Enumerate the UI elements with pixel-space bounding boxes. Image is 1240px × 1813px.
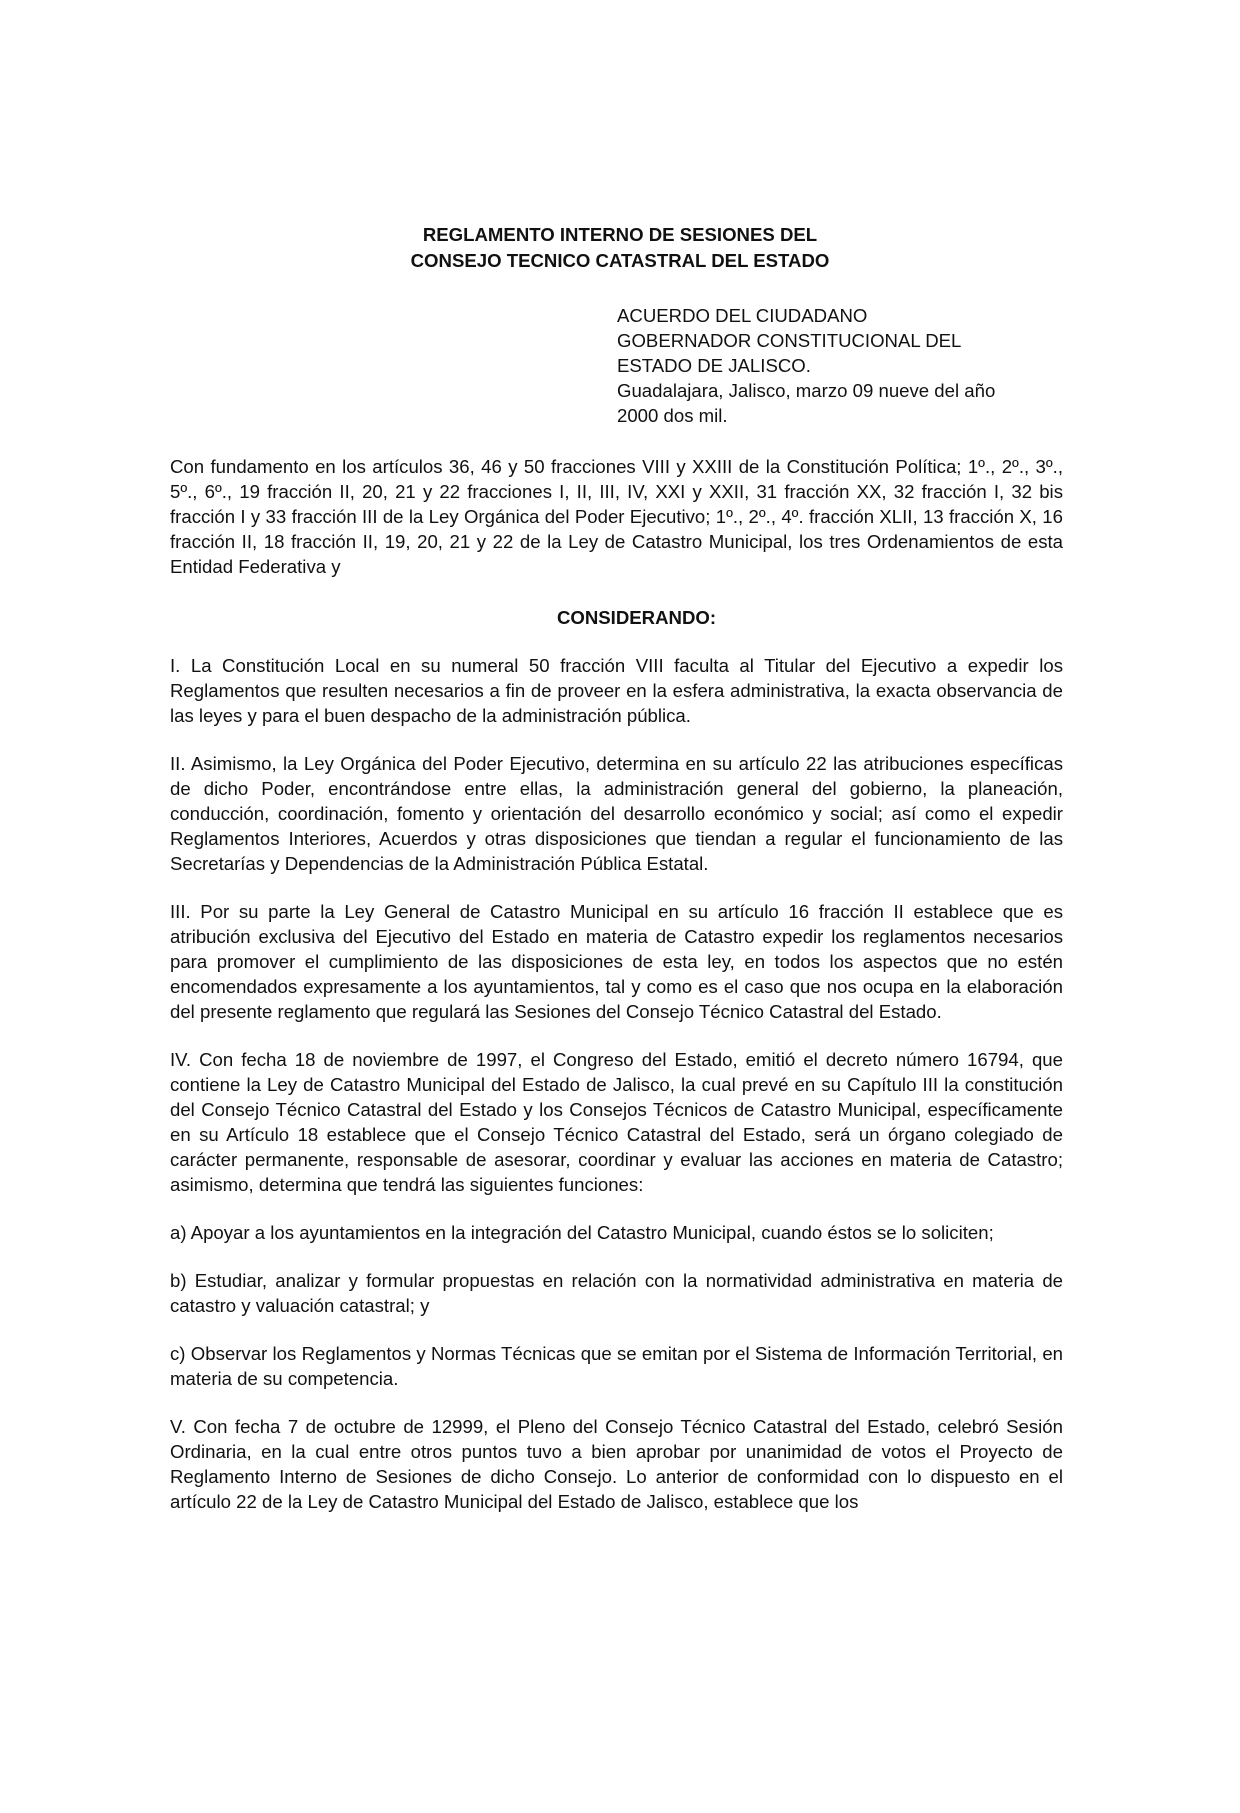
document-body <box>170 222 1063 1514</box>
agreement-line-3: ESTADO DE JALISCO. <box>617 355 811 376</box>
paragraph-V: V. Con fecha 7 de octubre de 12999, el Pleno del Consejo Técnico Catastral del Estado, celebró Sesión Ordinaria, en la cual entre otros puntos tuvo a bien aprobar por unanimidad de votos el Proyecto de Reglamento Interno de Sesiones de dicho Consejo. Lo anterior de conformidad con lo dispuesto en el artículo 22 de la Ley de Catastro Municipal del Estado de Jalisco, establece que los <box>170 1416 1063 1512</box>
item-b: b) Estudiar, analizar y formular propuestas en relación con la normatividad administrativa en materia de catastro y valuación catastral; y <box>170 1270 1063 1316</box>
agreement-line-1: ACUERDO DEL CIUDADANO <box>617 305 868 326</box>
intro-paragraph: Con fundamento en los artículos 36, 46 y 50 fracciones VIII y XXIII de la Constitución Política; 1º., 2º., 3º., 5º., 6º., 19 fracción II, 20, 21 y 22 fracciones I, II, III, IV, XXI y XXII, 31 fracción XX, 32 fracción I, 32 bis fracción I y 33 fracción III de la Ley Orgánica del Poder Ejecutivo; 1º., 2º., 4º. fracción XLII, 13 fracción X, 16 fracción II, 18 fracción II, 19, 20, 21 y 22 de la Ley de Catastro Municipal, los tres Ordenamientos de esta Entidad Federativa y <box>170 456 1063 577</box>
paragraph-III: III. Por su parte la Ley General de Catastro Municipal en su artículo 16 fracción II establece que es atribución exclusiva del Ejecutivo del Estado en materia de Catastro expedir los reglamentos necesarios para promover el cumplimiento de las disposiciones de esta ley, en todos los aspectos que no estén encomendados expresamente a los ayuntamientos, tal y como es el caso que nos ocupa en la elaboración del presente reglamento que regulará las Sesiones del Consejo Técnico Catastral del Estado. <box>170 901 1063 1022</box>
paragraph-II: II. Asimismo, la Ley Orgánica del Poder Ejecutivo, determina en su artículo 22 las atribuciones específicas de dicho Poder, encontrándose entre ellas, la administración general del gobierno, la planeación, conducción, coordinación, fomento y orientación del desarrollo económico y social; así como el expedir Reglamentos Interiores, Acuerdos y otras disposiciones que tiendan a regular el funcionamiento de las Secretarías y Dependencias de la Administración Pública Estatal. <box>170 753 1063 874</box>
title-line-2: CONSEJO TECNICO CATASTRAL DEL ESTADO <box>410 250 830 271</box>
document-title <box>0 222 1240 274</box>
paragraph-IV: IV. Con fecha 18 de noviembre de 1997, el Congreso del Estado, emitió el decreto número 16794, que contiene la Ley de Catastro Municipal del Estado de Jalisco, la cual prevé en su Capítulo III la constitución del Consejo Técnico Catastral del Estado y los Consejos Técnicos de Catastro Municipal, específicamente en su Artículo 18 establece que el Consejo Técnico Catastral del Estado, será un órgano colegiado de carácter permanente, responsable de asesorar, coordinar y evaluar las acciones en materia de Catastro; asimismo, determina que tendrá las siguientes funciones: <box>170 1049 1063 1195</box>
title-line-1: REGLAMENTO INTERNO DE SESIONES DEL <box>422 224 818 245</box>
item-a: a) Apoyar a los ayuntamientos en la integración del Catastro Municipal, cuando éstos se lo soliciten; <box>170 1222 994 1243</box>
agreement-line-2: GOBERNADOR CONSTITUCIONAL DEL <box>617 330 962 351</box>
paragraph-I: I. La Constitución Local en su numeral 50 fracción VIII faculta al Titular del Ejecutivo a expedir los Reglamentos que resulten necesarios a fin de proveer en la esfera administrativa, la exacta observancia de las leyes y para el buen despacho de la administración pública. <box>170 655 1063 726</box>
date-line-1: Guadalajara, Jalisco, marzo 09 nueve del año <box>617 380 996 401</box>
item-c: c) Observar los Reglamentos y Normas Técnicas que se emitan por el Sistema de Información Territorial, en materia de su competencia. <box>170 1343 1063 1389</box>
date-line-2: 2000 dos mil. <box>617 405 728 426</box>
considerando-heading: CONSIDERANDO: <box>556 607 717 628</box>
agreement-block <box>617 303 1017 428</box>
